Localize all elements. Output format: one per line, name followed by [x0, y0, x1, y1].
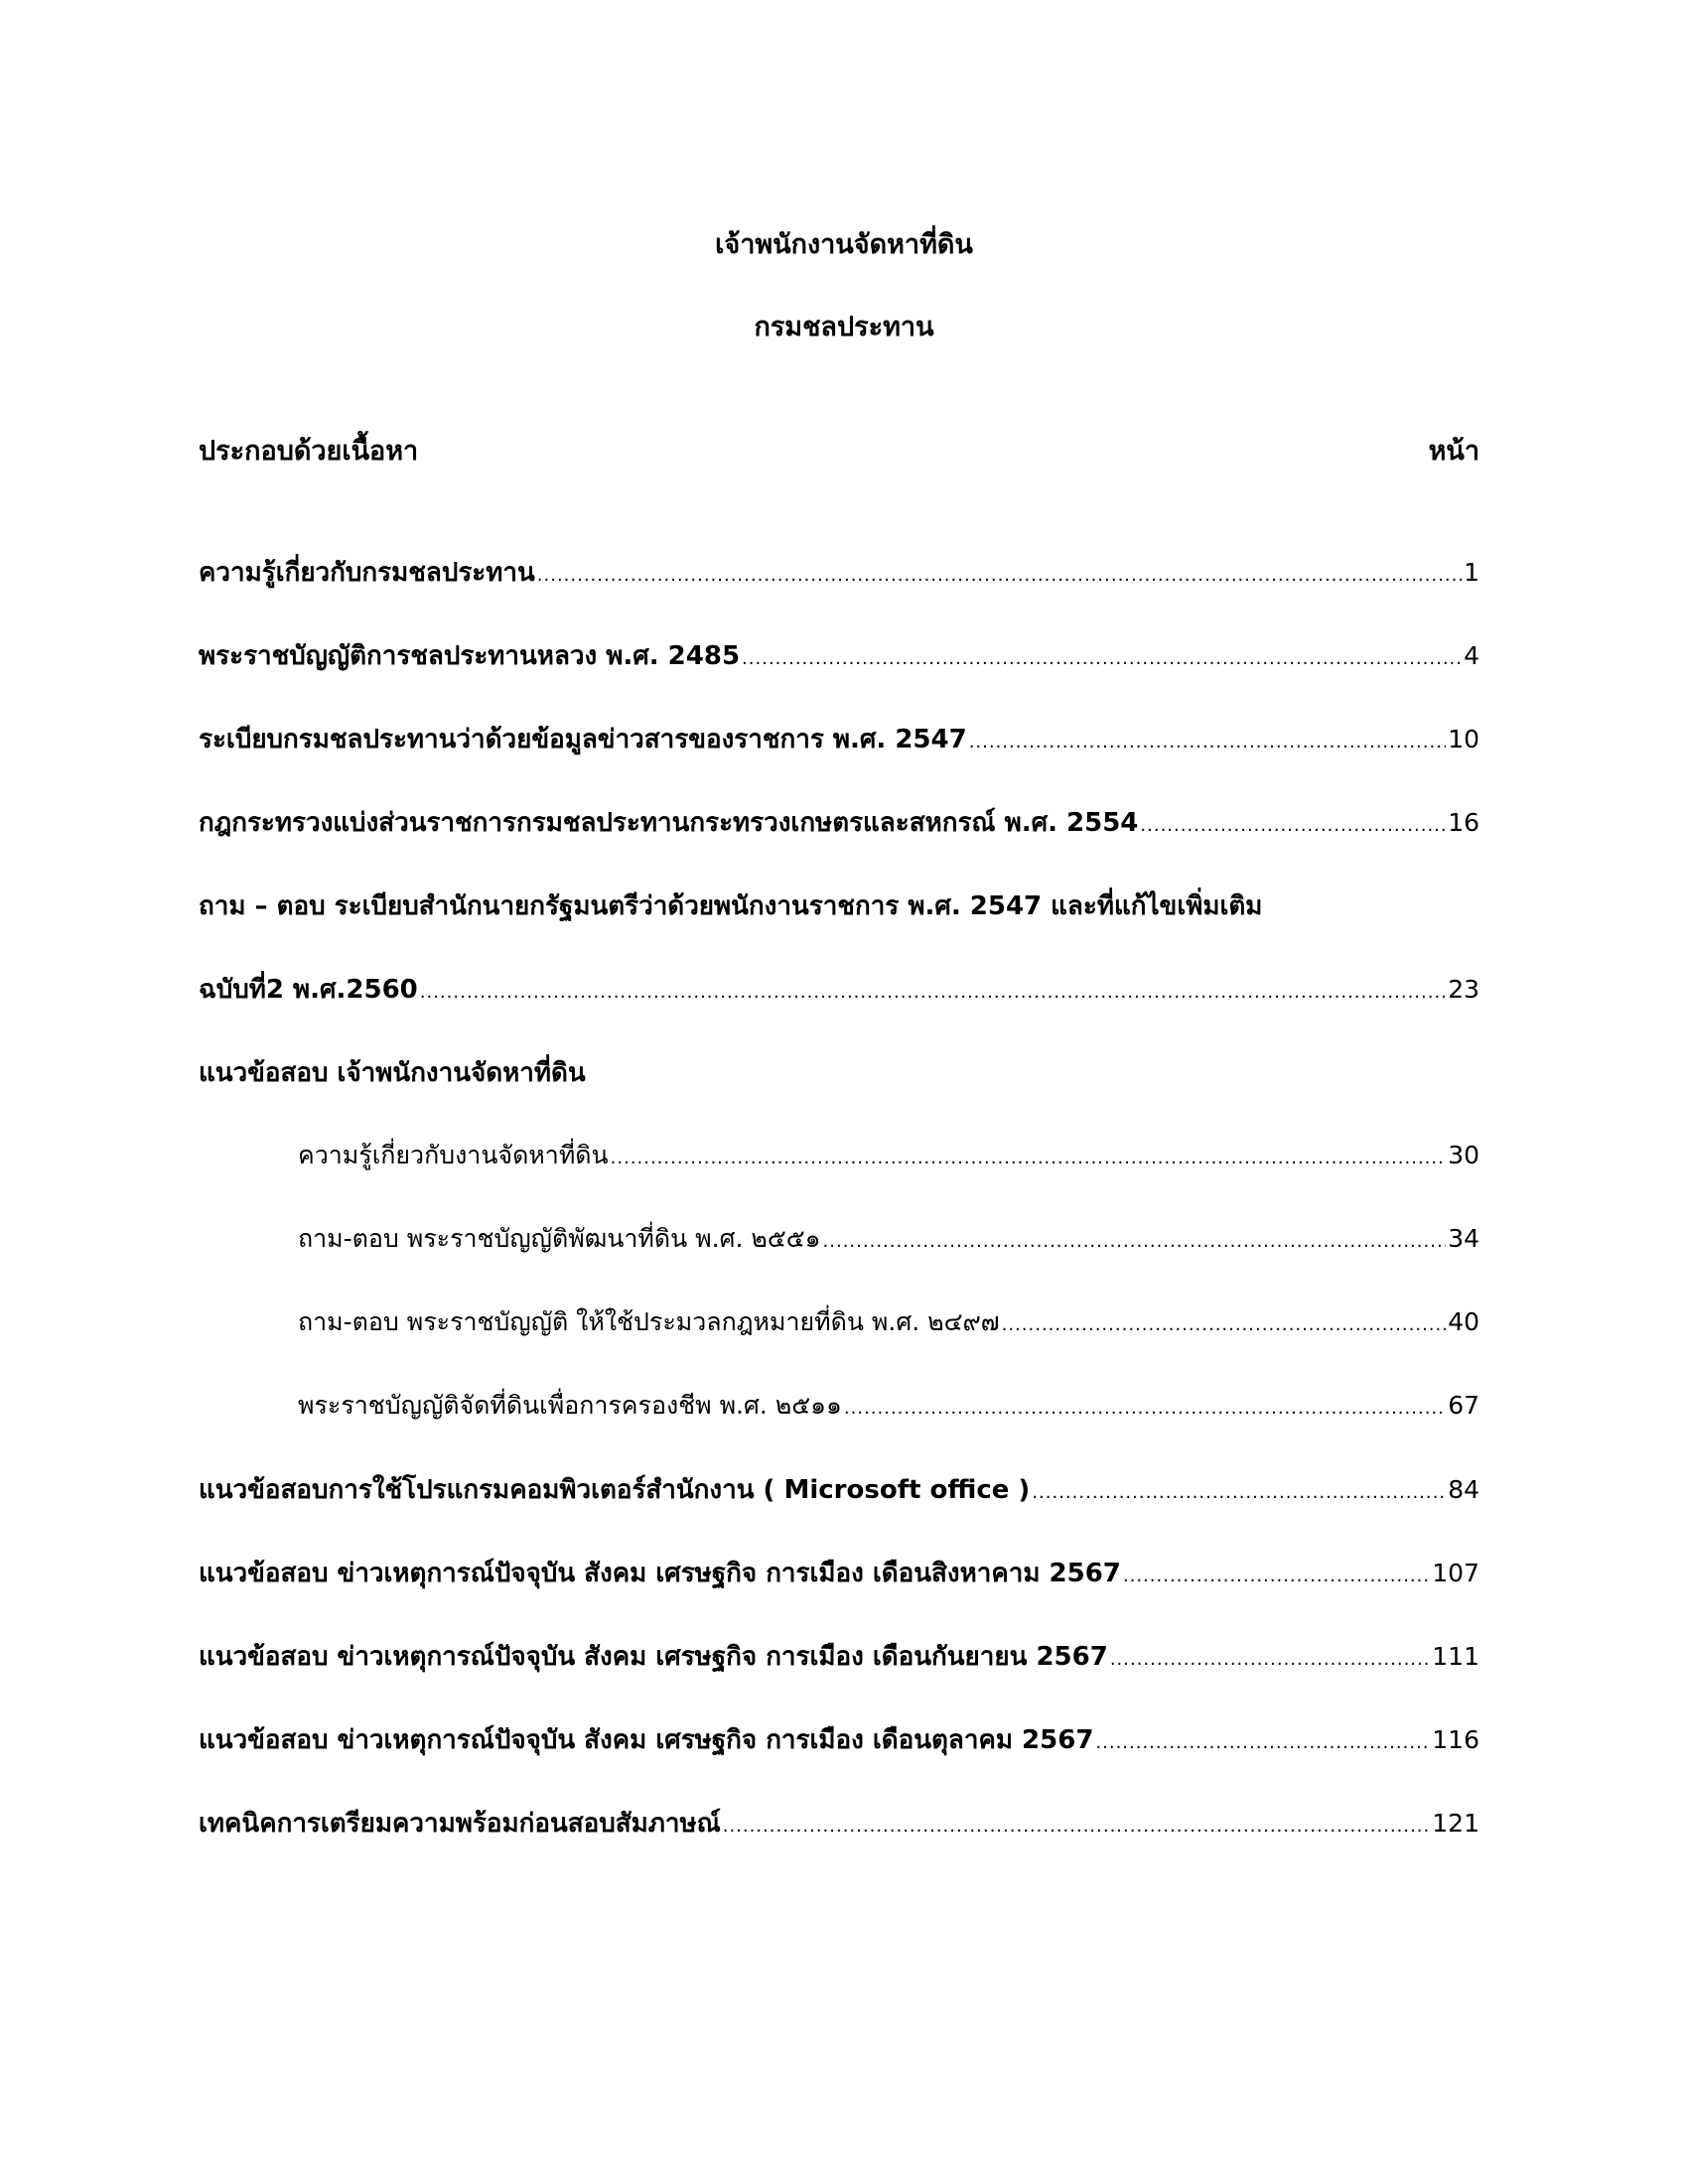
toc-entry-page: 23 [1448, 975, 1479, 1004]
toc-entry [199, 886, 1479, 926]
dot-leader [723, 1816, 1431, 1837]
toc-entry-text: พระราชบัญญัติจัดที่ดินเพื่อการครองชีพ พ.ศ. ๒๕๑๑ [298, 1391, 842, 1420]
toc-entry [199, 1803, 1479, 1843]
dot-leader [420, 982, 1446, 1003]
toc-entry [199, 1469, 1479, 1510]
toc-entry-text: เทคนิคการเตรียมความพร้อมก่อนสอบสัมภาษณ์ [199, 1809, 721, 1839]
dot-leader [1123, 1566, 1430, 1586]
document-subtitle: กรมชลประทาน [754, 312, 934, 342]
toc-entry [199, 1553, 1479, 1593]
toc-entry-page: 116 [1432, 1725, 1479, 1754]
toc-entry-text: กฎกระทรวงแบ่งส่วนราชการกรมชลประทานกระทรวงเกษตรและสหกรณ์ พ.ศ. 2554 [199, 808, 1139, 838]
toc-entry-page: 10 [1448, 725, 1479, 753]
toc-entry [199, 969, 1479, 1010]
toc-entry-text: พระราชบัญญัติการชลประทานหลวง พ.ศ. 2485 [199, 641, 741, 671]
document-title: เจ้าพนักงานจัดหาที่ดิน [715, 229, 973, 260]
toc-entry-page: 34 [1448, 1224, 1479, 1253]
dot-leader [1095, 1732, 1430, 1753]
dot-leader [537, 565, 1462, 586]
dot-leader [1002, 1314, 1447, 1335]
toc-entry-text: แนวข้อสอบ ข่าวเหตุการณ์ปัจจุบัน สังคม เศรษฐกิจ การเมือง เดือนตุลาคม 2567 [199, 1725, 1094, 1755]
toc-entry-page: 30 [1448, 1141, 1479, 1169]
toc-entry-text: ถาม-ตอบ พระราชบัญญัติพัฒนาที่ดิน พ.ศ. ๒๕๕๑ [298, 1224, 821, 1253]
toc-entry-text: ความรู้เกี่ยวกับงานจัดหาที่ดิน [298, 1141, 609, 1169]
toc-entry-page: 84 [1448, 1475, 1479, 1504]
toc-entry-text: ความรู้เกี่ยวกับกรมชลประทาน [199, 558, 535, 588]
toc-entry-text: แนวข้อสอบ ข่าวเหตุการณ์ปัจจุบัน สังคม เศรษฐกิจ การเมือง เดือนสิงหาคาม 2567 [199, 1559, 1121, 1588]
toc-subentry [298, 1219, 1479, 1259]
toc-entry-text: ถาม-ตอบ พระราชบัญญัติ ให้ใช้ประมวลกฎหมายที่ดิน พ.ศ. ๒๔๙๗ [298, 1307, 1000, 1336]
toc-subentry [298, 1136, 1479, 1175]
toc-entry [199, 719, 1479, 759]
toc-entry-page: 16 [1448, 808, 1479, 837]
toc-entry-page: 40 [1448, 1307, 1479, 1336]
dot-leader [844, 1398, 1446, 1419]
toc-entry-page: 121 [1432, 1809, 1479, 1838]
dot-leader [611, 1148, 1447, 1168]
toc-entry-text: ระเบียบกรมชลประทานว่าด้วยข้อมูลข่าวสารของราชการ พ.ศ. 2547 [199, 725, 967, 754]
toc-entry [199, 552, 1479, 593]
contents-label: ประกอบด้วยเนื้อหา [199, 436, 419, 467]
toc-entry-page: 1 [1464, 558, 1479, 587]
toc-subentry [298, 1386, 1479, 1426]
page-label: หน้า [1428, 436, 1479, 467]
toc-entry-text: แนวข้อสอบ ข่าวเหตุการณ์ปัจจุบัน สังคม เศรษฐกิจ การเมือง เดือนกันยายน 2567 [199, 1642, 1108, 1672]
toc-entry-page: 4 [1464, 641, 1479, 670]
toc-entry-page: 67 [1448, 1391, 1479, 1420]
dot-leader [1110, 1649, 1430, 1670]
toc-entry-page: 107 [1432, 1559, 1479, 1587]
toc-entry-text: แนวข้อสอบการใช้โปรแกรมคอมพิวเตอร์สำนักงาน ( Microsoft office ) [199, 1475, 1031, 1505]
toc-entry-text: แนวข้อสอบ เจ้าพนักงานจัดหาที่ดิน [199, 1058, 586, 1088]
toc-entry [199, 1719, 1479, 1760]
toc-section-heading [199, 1052, 1479, 1093]
toc-subentry [298, 1302, 1479, 1342]
dot-leader [1032, 1482, 1446, 1503]
toc-entry [199, 802, 1479, 843]
toc-entry-text: ฉบับที่2 พ.ศ.2560 [199, 975, 418, 1005]
dot-leader [969, 732, 1447, 752]
toc-entry [199, 1636, 1479, 1677]
toc-entry-text: ถาม – ตอบ ระเบียบสำนักนายกรัฐมนตรีว่าด้วยพนักงานราชการ พ.ศ. 2547 และที่แก้ไขเพิ่มเติม [199, 891, 1263, 921]
toc-header [199, 429, 1479, 472]
toc-entry [199, 635, 1479, 676]
dot-leader [823, 1231, 1447, 1252]
dot-leader [742, 648, 1462, 669]
dot-leader [1140, 815, 1446, 836]
toc-entry-page: 111 [1432, 1642, 1479, 1671]
